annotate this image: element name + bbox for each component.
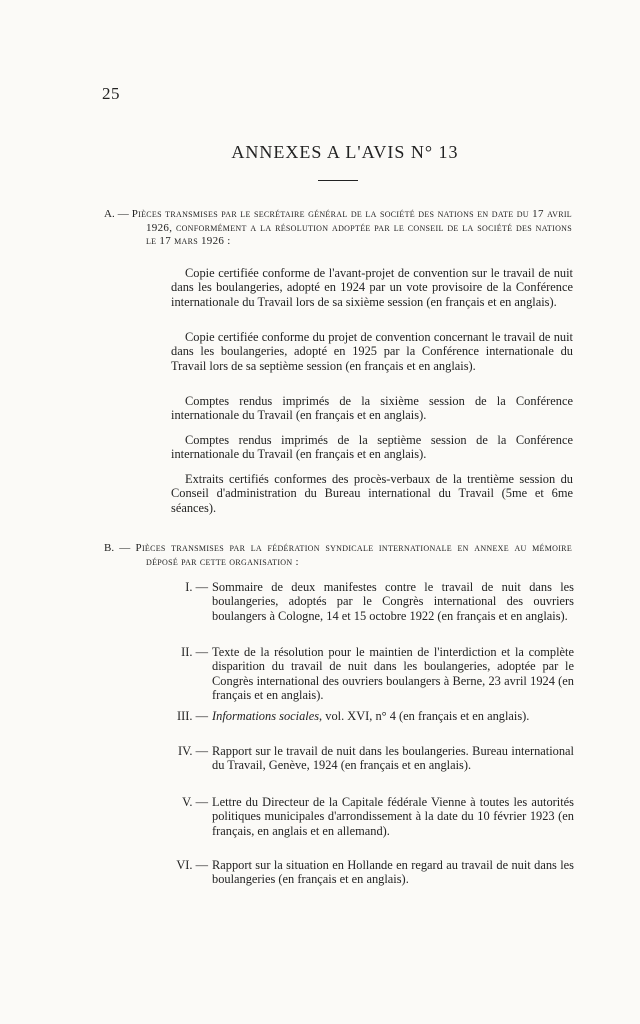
section-a-paragraph: Copie certifiée conforme du projet de convention concernant le travail de nuit dans les boulangeries, adopté en 1925 par la Conférence internationale du Travail lors de sa septième session (en français et en anglais). bbox=[171, 330, 573, 373]
section-a-heading bbox=[104, 208, 572, 249]
section-b-label: B. — bbox=[104, 542, 131, 554]
annex-item-text: Lettre du Directeur de la Capitale fédérale Vienne à toutes les autorités politiques municipales d'arrondissement à la date du 10 février 1923 (en français, en anglais et en allemand). bbox=[212, 795, 574, 838]
annex-item-text: Texte de la résolution pour le maintien de l'interdiction et la complète disparition du travail de nuit dans les boulangeries, adoptée par le Congrès international des ouvriers boulangers à Berne, 23 avril 1924 (en français et en anglais). bbox=[212, 645, 574, 703]
annex-item bbox=[150, 795, 574, 838]
annex-item bbox=[150, 744, 574, 773]
section-a-paragraph: Copie certifiée conforme de l'avant-projet de convention sur le travail de nuit dans les boulangeries, adopté en 1924 par un vote provisoire de la Conférence internationale du Travail lors de sa sixième session (en français et en anglais). bbox=[171, 266, 573, 309]
annex-item-italic-title: Informations sociales bbox=[212, 709, 320, 723]
title-divider bbox=[318, 180, 358, 181]
section-a-text: Pièces transmises par le secrétaire général de la société des nations en date du 17 avril 1926, conformément a la résolution adoptée par le conseil de la société des nations le 17 mars 1926 : bbox=[131, 208, 572, 247]
annex-item-text: Rapport sur la situation en Hollande en regard au travail de nuit dans les boulangeries (en français et en anglais). bbox=[212, 858, 574, 887]
section-a-paragraph: Extraits certifiés conformes des procès-verbaux de la trentième session du Conseil d'administration du Bureau international du Travail (5me et 6me séances). bbox=[171, 472, 573, 515]
section-b-heading bbox=[104, 542, 572, 569]
annex-item-text bbox=[212, 709, 574, 723]
annex-item-rest: , vol. XVI, n° 4 (en français et en anglais). bbox=[319, 709, 530, 723]
page-title: ANNEXES A L'AVIS N° 13 bbox=[231, 142, 459, 162]
annex-item-number: IV. — bbox=[177, 744, 208, 758]
page-number: 25 bbox=[102, 84, 120, 103]
annex-item bbox=[150, 858, 574, 887]
section-b-text: Pièces transmises par la fédération syndicale internationale en annexe au mémoire déposé par cette organisation : bbox=[135, 542, 573, 568]
annex-item-number: III. — bbox=[177, 709, 208, 723]
annex-item-number: V. — bbox=[182, 795, 208, 809]
annex-item-number: VI. — bbox=[176, 858, 208, 872]
annex-item bbox=[150, 709, 574, 723]
section-a-paragraph: Comptes rendus imprimés de la sixième session de la Conférence internationale du Travail (en français et en anglais). bbox=[171, 394, 573, 423]
annex-item bbox=[150, 580, 574, 623]
section-a-paragraph: Comptes rendus imprimés de la septième session de la Conférence internationale du Travail (en français et en anglais). bbox=[171, 433, 573, 462]
annex-item-text: Sommaire de deux manifestes contre le travail de nuit dans les boulangeries, adoptés par le Congrès international des ouvriers boulangers à Cologne, 14 et 15 octobre 1922 (en français et en anglais). bbox=[212, 580, 574, 623]
annex-item-number: II. — bbox=[181, 645, 208, 659]
annex-item-number: I. — bbox=[185, 580, 208, 594]
annex-item-text: Rapport sur le travail de nuit dans les boulangeries. Bureau international du Travail, Genève, 1924 (en français et en anglais). bbox=[212, 744, 574, 773]
annex-item bbox=[150, 645, 574, 703]
section-a-label: A. — bbox=[104, 208, 129, 220]
